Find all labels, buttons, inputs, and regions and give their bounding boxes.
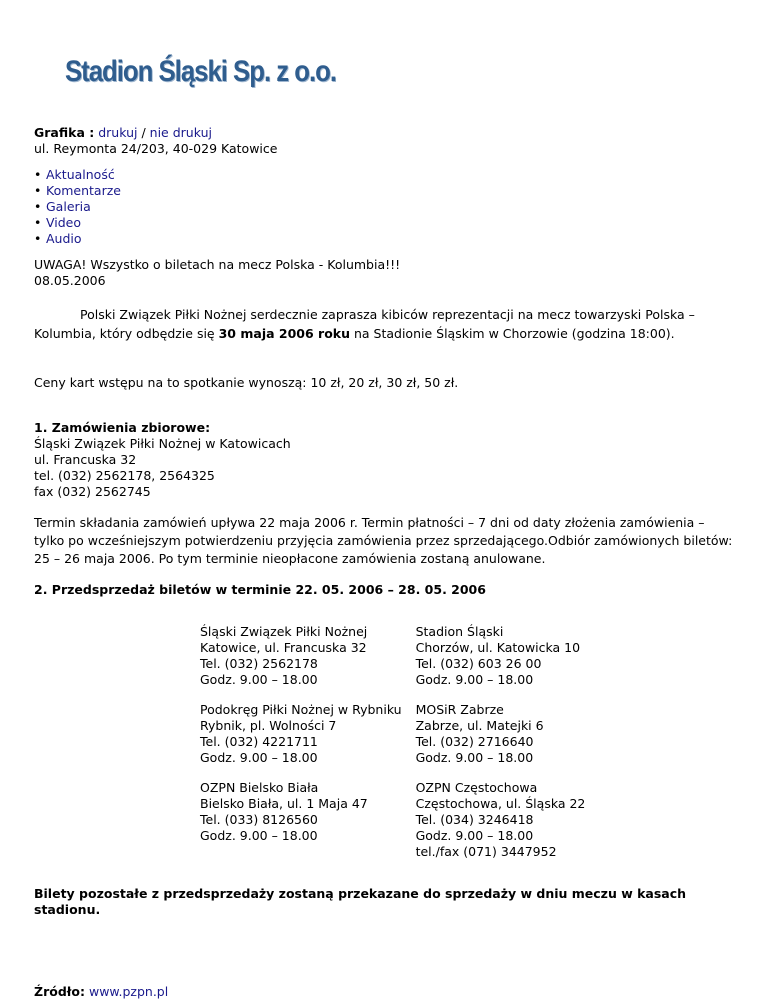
sales-point-phone: Tel. (034) 3246418 [415,812,534,827]
sales-points-row [200,624,599,702]
sales-point-address: Rybnik, pl. Wolności 7 [200,718,337,733]
sales-point [200,702,416,780]
sales-point-phone: Tel. (032) 2562178 [200,656,318,671]
no-print-link[interactable]: nie drukuj [149,125,212,140]
main-content [34,125,734,1000]
menu-item-audio [46,231,734,247]
section1-line: tel. (032) 2562178, 2564325 [34,468,215,483]
closing-note-text: Bilety pozostałe z przedsprzedaży zostaną przekazane do sprzedaży w dniu meczu w kasach stadionu. [34,886,687,917]
closing-note [34,886,734,918]
company-address: ul. Reymonta 24/203, 40-029 Katowice [34,141,278,156]
section1-line: fax (032) 2562745 [34,484,151,499]
sales-point-address: Chorzów, ul. Katowicka 10 [415,640,581,655]
sales-point-name: Stadion Śląski [415,624,504,639]
sales-point-phone: Tel. (032) 4221711 [200,734,318,749]
sales-point-phone: Tel. (032) 2716640 [415,734,534,749]
source-line [34,984,734,1000]
sales-point-hours: Godz. 9.00 – 18.00 [200,828,318,843]
site-logo: Stadion Śląski Sp. z o.o. [65,55,336,88]
sales-point-address: Częstochowa, ul. Śląska 22 [415,796,586,811]
sales-point [200,780,416,874]
sales-point-address: Katowice, ul. Francuska 32 [200,640,367,655]
sales-point-hours: Godz. 9.00 – 18.00 [200,750,318,765]
section2-heading [34,582,734,598]
menu-link-audio[interactable]: Audio [46,231,82,246]
article-title: UWAGA! Wszystko o biletach na mecz Polska - Kolumbia!!! [34,257,401,272]
section1-heading: 1. Zamówienia zbiorowe: [34,420,211,435]
sales-point-hours: Godz. 9.00 – 18.00 [415,672,534,687]
sales-point-name: Śląski Związek Piłki Nożnej [200,624,368,639]
sales-point-hours: Godz. 9.00 – 18.00 [200,672,318,687]
sales-point-name: MOSiR Zabrze [415,702,504,717]
sales-point-hours: Godz. 9.00 – 18.00 [415,750,534,765]
grafika-label: Grafika : [34,125,95,140]
section1-line: Śląski Związek Piłki Nożnej w Katowicach [34,436,291,451]
menu-link-galeria[interactable]: Galeria [46,199,91,214]
section1-terms: Termin składania zamówień upływa 22 maja 2006 r. Termin płatności – 7 dni od daty złożenia zamówienia – tylko po wcześniejszym potwierdzeniu przyjęcia zamówienia przez sprzedającego.Odbiór zamówionych biletów: 25 – 26 maja 2006. Po tym terminie nieopłacone zamówienia zostaną anulowane. [34,515,733,566]
article-intro [34,305,734,343]
match-date: 30 maja 2006 roku [218,326,350,341]
sales-points-table [200,624,599,874]
menu-item-komentarze [46,183,734,199]
sales-point-hours: Godz. 9.00 – 18.00 [415,828,534,843]
sales-point-phone: Tel. (032) 603 26 00 [415,656,542,671]
sales-point [416,624,600,702]
sales-point [416,702,600,780]
menu-link-komentarze[interactable]: Komentarze [46,183,121,198]
sales-point-name: OZPN Częstochowa [415,780,538,795]
article-date: 08.05.2006 [34,273,106,288]
intro-text-b: na Stadionie Śląskim w Chorzowie (godzina 18:00). [350,326,675,341]
menu-link-video[interactable]: Video [46,215,82,230]
section-menu [34,167,734,247]
menu-item-aktualnosc [46,167,734,183]
grafika-separator: / [141,125,146,140]
sales-point-address: Zabrze, ul. Matejki 6 [415,718,544,733]
sales-point-phone: Tel. (033) 8126560 [200,812,318,827]
sales-point [416,780,600,874]
sales-point-name: OZPN Bielsko Biała [200,780,319,795]
menu-item-video [46,215,734,231]
source-link[interactable]: www.pzpn.pl [88,984,169,999]
sales-point [200,624,416,702]
print-link[interactable]: drukuj [98,125,138,140]
intro-text-a: Polski Związek Piłki Nożnej serdecznie zaprasza kibiców reprezentacji na mecz towarzyski Polska – Kolumbia, który odbędzie się [34,307,695,341]
menu-item-galeria [46,199,734,215]
sales-points-row [200,780,599,874]
sales-point-fax: tel./fax (071) 3447952 [415,844,557,859]
grafika-line [34,125,734,141]
source-label: Źródło: [34,984,85,999]
section1-line: ul. Francuska 32 [34,452,137,467]
section1 [34,420,734,500]
sales-point-address: Bielsko Biała, ul. 1 Maja 47 [200,796,368,811]
sales-point-name: Podokręg Piłki Nożnej w Rybniku [200,702,402,717]
menu-link-aktualnosc[interactable]: Aktualność [46,167,115,182]
section2-heading-text: 2. Przedsprzedaż biletów w terminie 22. 05. 2006 – 28. 05. 2006 [34,582,486,597]
sales-points-row [200,702,599,780]
ticket-prices: Ceny kart wstępu na to spotkanie wynoszą: 10 zł, 20 zł, 30 zł, 50 zł. [34,375,459,390]
